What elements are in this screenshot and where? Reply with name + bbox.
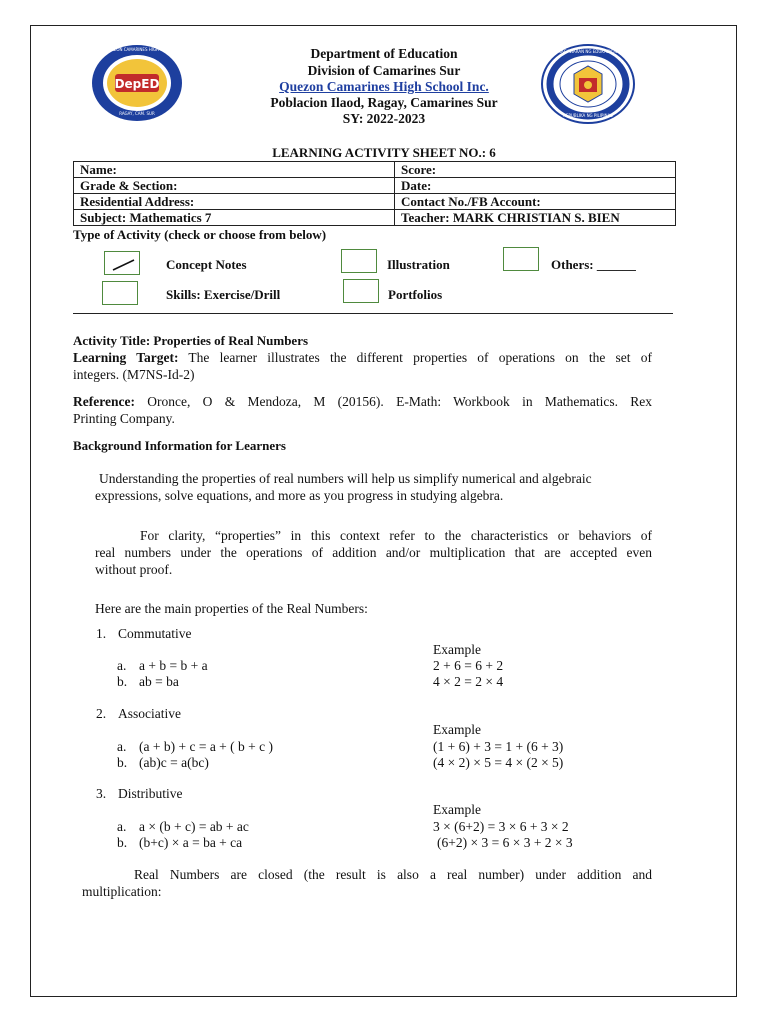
concept-notes-label: Concept Notes xyxy=(166,257,247,272)
property-example: 4 × 2 = 2 × 4 xyxy=(433,674,504,689)
paragraph-line: real numbers under the operations of addition and/or multiplication that are accepted even xyxy=(95,545,652,560)
table-row xyxy=(74,194,676,210)
property-example: (6+2) × 3 = 6 × 3 + 2 × 3 xyxy=(437,835,573,850)
reference-publisher: Printing Company. xyxy=(73,411,175,426)
activity-type-label: Type of Activity (check or choose from below) xyxy=(73,227,327,242)
illustration-label: Illustration xyxy=(387,257,450,272)
table-row xyxy=(74,210,676,226)
example-label: Example xyxy=(433,722,481,737)
left-seal-center-text: DepED xyxy=(114,77,160,91)
table-row xyxy=(74,162,676,178)
concept-notes-checkbox[interactable] xyxy=(104,251,140,275)
paragraph-line: Real Numbers are closed (the result is also a real number) under addition and xyxy=(134,867,652,882)
right-seal-bottom-text: REPUBLIKA NG PILIPINAS xyxy=(563,113,613,118)
property-name-commutative: Commutative xyxy=(118,626,192,641)
property-rule: (b+c) × a = ba + ca xyxy=(139,835,243,850)
teacher-field: Teacher: MARK CHRISTIAN S. BIEN xyxy=(395,210,676,226)
property-number: 2. xyxy=(96,706,107,721)
left-seal-top-text: QUEZON CAMARINES HIGH SCHOOL INC. xyxy=(105,47,187,52)
item-letter: b. xyxy=(117,835,128,850)
example-label: Example xyxy=(433,802,481,817)
property-rule: a × (b + c) = ab + ac xyxy=(139,819,249,834)
item-letter: a. xyxy=(117,819,127,834)
background-paragraph-1 xyxy=(95,470,659,504)
item-letter: b. xyxy=(117,755,128,770)
closure-paragraph xyxy=(82,866,652,900)
property-rule: (a + b) + c = a + ( b + c ) xyxy=(139,739,274,754)
property-rule: ab = ba xyxy=(139,674,179,689)
left-seal-bottom-text: RAGAY, CAM. SUR xyxy=(119,111,155,116)
paragraph-line: expressions, solve equations, and more as you progress in studying algebra. xyxy=(95,488,504,503)
properties-intro: Here are the main properties of the Real Numbers: xyxy=(95,601,368,616)
illustration-checkbox[interactable] xyxy=(341,249,377,273)
background-paragraph-2 xyxy=(95,527,652,578)
header-division: Division of Camarines Sur xyxy=(307,63,461,78)
property-rule: a + b = b + a xyxy=(139,658,208,673)
paragraph-line: For clarity, “properties” in this context refer to the characteristics or behaviors of xyxy=(140,528,652,543)
item-letter: a. xyxy=(117,658,127,673)
property-name-distributive: Distributive xyxy=(118,786,183,801)
skills-drill-label: Skills: Exercise/Drill xyxy=(166,287,281,302)
right-seal-top-text: KAGAWARAN NG EDUKASYON xyxy=(558,49,618,54)
skills-drill-checkbox[interactable] xyxy=(102,281,138,305)
learning-target xyxy=(73,349,652,383)
paragraph-line: without proof. xyxy=(95,562,173,577)
header-school-link[interactable]: Quezon Camarines High School Inc. xyxy=(279,79,489,94)
portfolios-checkbox[interactable] xyxy=(343,279,379,303)
score-field[interactable]: Score: xyxy=(395,162,676,178)
learning-target-code: integers. (M7NS-Id-2) xyxy=(73,367,195,382)
property-example: (4 × 2) × 5 = 4 × (2 × 5) xyxy=(433,755,564,770)
header-school-year: SY: 2022-2023 xyxy=(342,111,426,126)
address-field[interactable]: Residential Address: xyxy=(74,194,395,210)
item-letter: a. xyxy=(117,739,127,754)
name-field[interactable]: Name: xyxy=(74,162,395,178)
paragraph-line: Understanding the properties of real numbers will help us simplify numerical and algebraic xyxy=(99,471,592,486)
portfolios-label: Portfolios xyxy=(388,287,443,302)
background-heading: Background Information for Learners xyxy=(73,438,286,453)
property-name-associative: Associative xyxy=(118,706,181,721)
property-rule: (ab)c = a(bc) xyxy=(139,755,209,770)
date-field[interactable]: Date: xyxy=(395,178,676,194)
others-checkbox[interactable] xyxy=(503,247,539,271)
subject-field: Subject: Mathematics 7 xyxy=(74,210,395,226)
header-address: Poblacion Ilaod, Ragay, Camarines Sur xyxy=(270,95,498,110)
property-number: 1. xyxy=(96,626,107,641)
header-department: Department of Education xyxy=(310,46,458,61)
reference xyxy=(73,393,652,427)
property-example: 2 + 6 = 6 + 2 xyxy=(433,658,504,673)
paragraph-line: multiplication: xyxy=(82,884,162,899)
contact-field[interactable]: Contact No./FB Account: xyxy=(395,194,676,210)
student-info-table xyxy=(73,161,676,226)
property-example: 3 × (6+2) = 3 × 6 + 3 × 2 xyxy=(433,819,569,834)
reference-text: Oronce, O & Mendoza, M (20156). E-Math: Workbook in Mathematics. Rex xyxy=(147,394,652,409)
property-number: 3. xyxy=(96,786,107,801)
learning-target-text: The learner illustrates the different properties of operations on the set of xyxy=(188,350,652,365)
grade-section-field[interactable]: Grade & Section: xyxy=(74,178,395,194)
item-letter: b. xyxy=(117,674,128,689)
checkmark-slash-icon xyxy=(105,252,141,276)
section-divider xyxy=(73,313,673,314)
property-example: (1 + 6) + 3 = 1 + (6 + 3) xyxy=(433,739,564,754)
example-label: Example xyxy=(433,642,481,657)
reference-label: Reference: xyxy=(73,394,135,409)
learning-target-label: Learning Target: xyxy=(73,350,179,365)
sheet-title: LEARNING ACTIVITY SHEET NO.: 6 xyxy=(272,145,496,160)
table-row xyxy=(74,178,676,194)
activity-title: Activity Title: Properties of Real Numbers xyxy=(73,333,309,348)
others-label: Others: ______ xyxy=(551,257,636,272)
